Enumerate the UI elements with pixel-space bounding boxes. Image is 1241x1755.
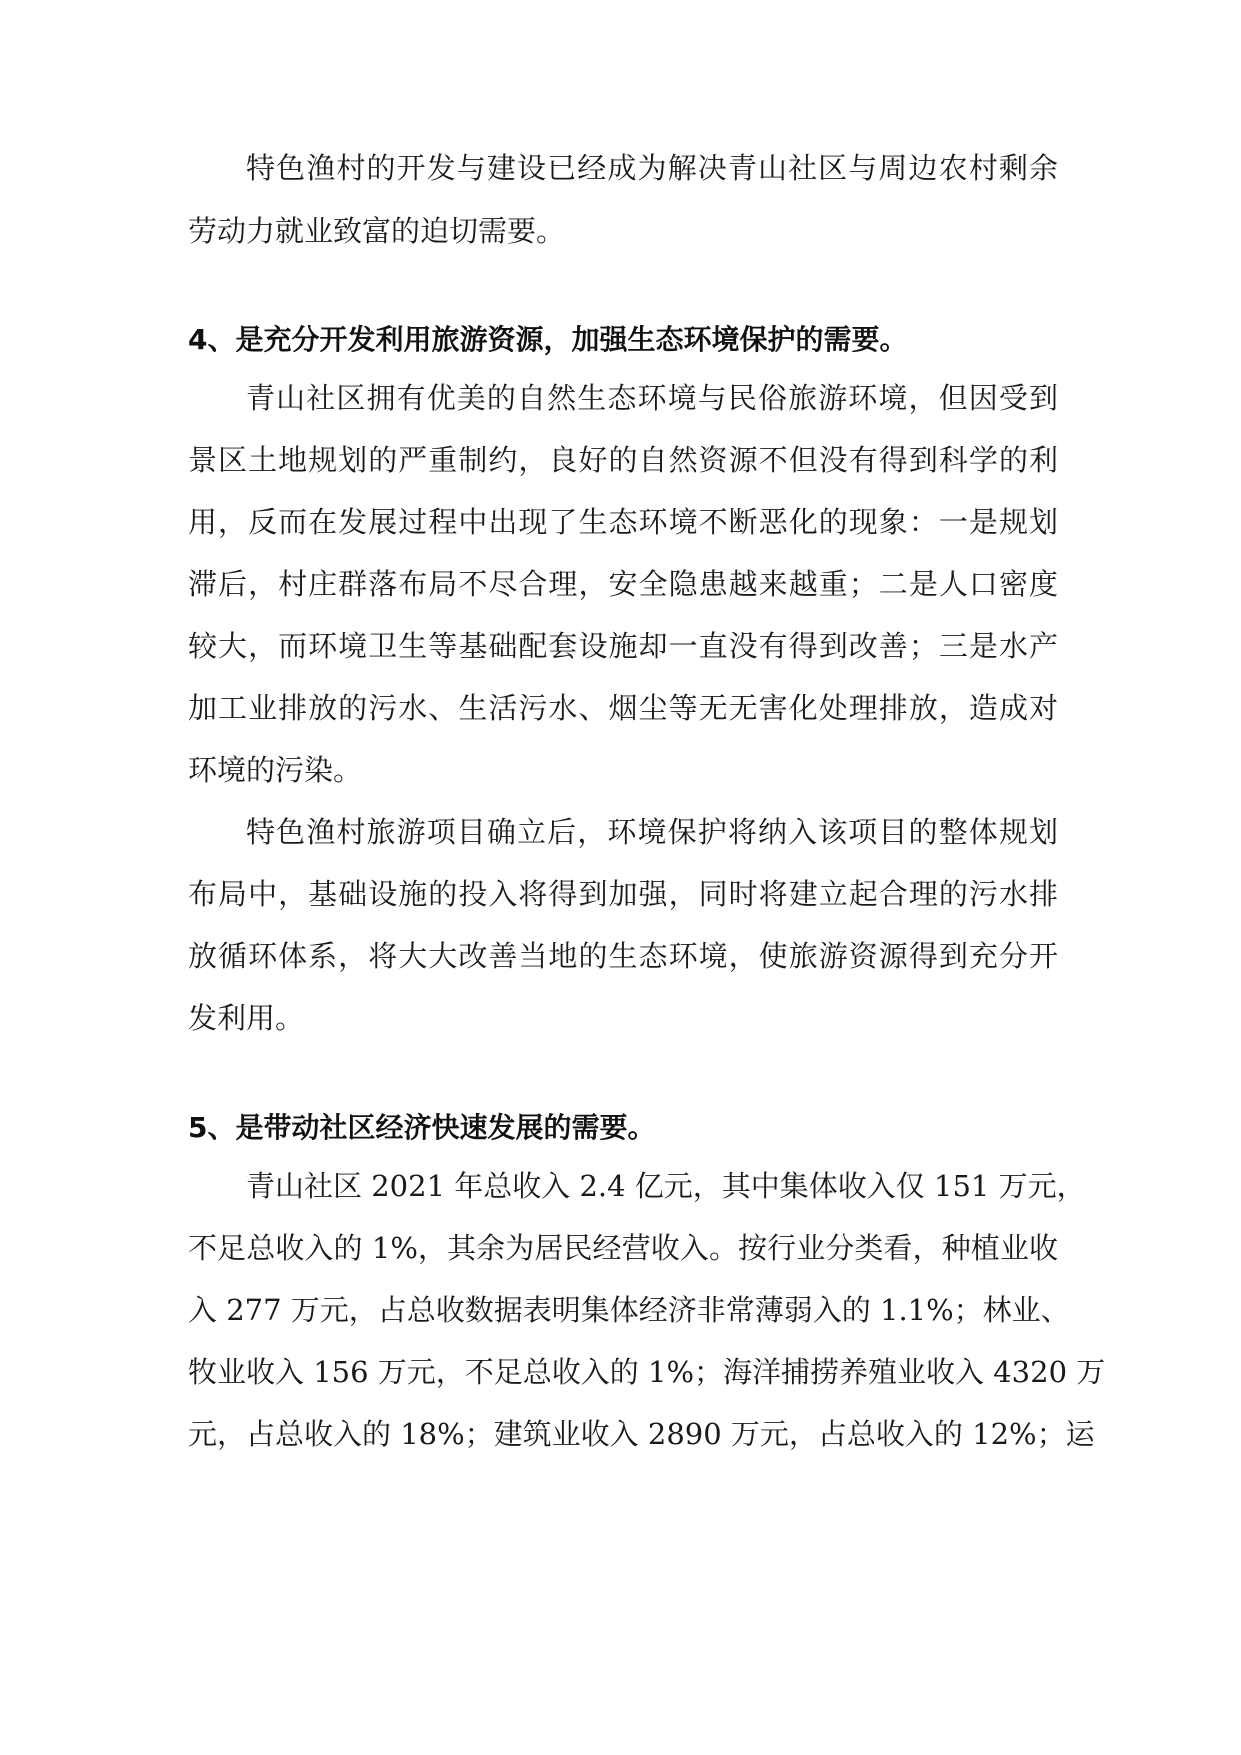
paragraph-line: 用，反而在发展过程中出现了生态环境不断恶化的现象：一是规划 [188,505,1058,539]
paragraph-line: 布局中，基础设施的投入将得到加强，同时将建立起合理的污水排 [188,877,1058,911]
section-heading-4: 4、是充分开发利用旅游资源，加强生态环境保护的需要。 [188,323,908,356]
paragraph-line: 入 277 万元，占总收数据表明集体经济非常薄弱入的 1.1%；林业、 [188,1293,1070,1327]
paragraph-line: 加工业排放的污水、生活污水、烟尘等无无害化处理排放，造成对 [188,691,1058,725]
paragraph-line: 牧业收入 156 万元，不足总收入的 1%；海洋捕捞养殖业收入 4320 万 [188,1355,1106,1389]
paragraph-line: 环境的污染。 [188,753,363,787]
paragraph-line: 景区土地规划的严重制约，良好的自然资源不但没有得到科学的利 [188,443,1058,477]
paragraph-line: 青山社区拥有优美的自然生态环境与民俗旅游环境，但因受到 [246,381,1058,415]
paragraph-line: 特色渔村旅游项目确立后，环境保护将纳入该项目的整体规划 [246,815,1058,849]
paragraph-line: 特色渔村的开发与建设已经成为解决青山社区与周边农村剩余 [246,151,1058,185]
paragraph-line: 滞后，村庄群落布局不尽合理，安全隐患越来越重；二是人口密度 [188,567,1058,601]
paragraph-line: 劳动力就业致富的迫切需要。 [188,214,566,248]
paragraph-line: 发利用。 [188,1001,305,1035]
paragraph-line: 较大，而环境卫生等基础配套设施却一直没有得到改善；三是水产 [188,629,1058,663]
paragraph-line: 不足总收入的 1%，其余为居民经营收入。按行业分类看，种植业收 [188,1231,1058,1265]
paragraph-line: 元，占总收入的 18%；建筑业收入 2890 万元，占总收入的 12%；运 [188,1417,1095,1451]
paragraph-line: 青山社区 2021 年总收入 2.4 亿元，其中集体收入仅 151 万元， [246,1169,1086,1203]
section-heading-5: 5、是带动社区经济快速发展的需要。 [188,1111,656,1144]
paragraph-line: 放循环体系，将大大改善当地的生态环境，使旅游资源得到充分开 [188,939,1058,973]
